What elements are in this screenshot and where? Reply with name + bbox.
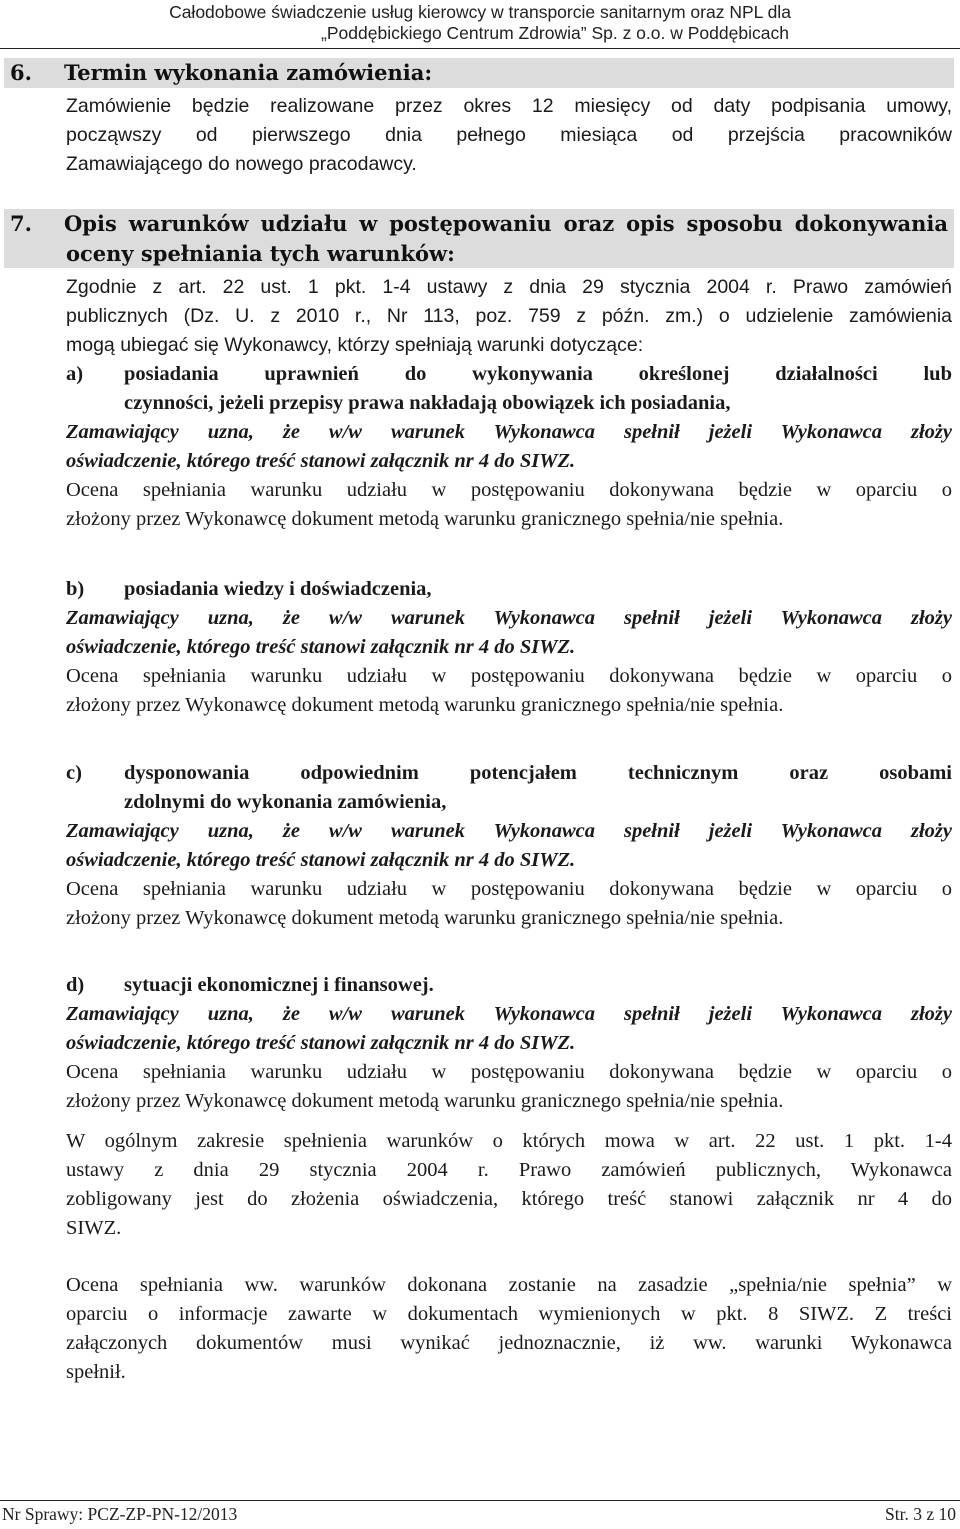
section-7-number: 7. xyxy=(10,211,32,236)
general-line: zobligowany jest do złożenia oświadczenia, którego treść stanowi załącznik nr 4 do xyxy=(66,1188,952,1210)
condition-eval-line-1: Ocena spełniania warunku udziału w postępowaniu dokonywana będzie w oparciu o xyxy=(66,1061,952,1083)
condition-italic-line-2: oświadczenie, którego treść stanowi załącznik nr 4 do SIWZ. xyxy=(66,450,576,472)
condition-letter: a) xyxy=(66,363,84,385)
section-7-intro xyxy=(66,273,952,360)
condition-italic-line-1: Zamawiający uzna, że w/w warunek Wykonawca spełnił jeżeli Wykonawca złoży xyxy=(66,607,952,629)
intro-line: publicznych (Dz. U. z 2010 r., Nr 113, poz. 759 z późn. zm.) o udzielenie zamówienia xyxy=(66,305,952,327)
condition-italic-line-2: oświadczenie, którego treść stanowi załącznik nr 4 do SIWZ. xyxy=(66,636,576,658)
condition-eval-line-2: złożony przez Wykonawcę dokument metodą warunku granicznego spełnia/nie spełnia. xyxy=(66,1090,784,1112)
condition-a xyxy=(66,360,952,534)
case-number: Nr Sprawy: PCZ-ZP-PN-12/2013 xyxy=(2,1504,238,1524)
condition-eval-line-1: Ocena spełniania warunku udziału w postępowaniu dokonywana będzie w oparciu o xyxy=(66,878,952,900)
condition-letter: c) xyxy=(66,762,82,784)
final-line: oparciu o informacje zawarte w dokumentach wymienionych w pkt. 8 SIWZ. Z treści xyxy=(66,1303,952,1325)
section-6-body xyxy=(66,92,952,179)
condition-title-line-1: sytuacji ekonomicznej i finansowej. xyxy=(124,974,434,996)
section-6-number: 6. xyxy=(10,60,32,85)
condition-eval-line-1: Ocena spełniania warunku udziału w postępowaniu dokonywana będzie w oparciu o xyxy=(66,665,952,687)
condition-b xyxy=(66,575,952,720)
condition-title-line-1: dysponowania odpowiednim potencjałem technicznym oraz osobami xyxy=(124,762,952,784)
final-line: załączonych dokumentów musi wynikać jednoznacznie, iż ww. warunki Wykonawca xyxy=(66,1332,952,1354)
section-6-line: począwszy od pierwszego dnia pełnego miesiąca od przejścia pracowników xyxy=(66,124,952,146)
page-number: Str. 3 z 10 xyxy=(885,1504,956,1524)
condition-eval-line-2: złożony przez Wykonawcę dokument metodą warunku granicznego spełnia/nie spełnia. xyxy=(66,508,784,530)
section-7-title-line-1: Opis warunków udziału w postępowaniu oraz opis sposobu dokonywania xyxy=(64,211,948,236)
condition-title-line-2: czynności, jeżeli przepisy prawa nakładają obowiązek ich posiadania, xyxy=(124,392,731,414)
intro-line: Zgodnie z art. 22 ust. 1 pkt. 1-4 ustawy z dnia 29 stycznia 2004 r. Prawo zamówień xyxy=(66,276,952,298)
section-6-line: Zamówienie będzie realizowane przez okres 12 miesięcy od daty podpisania umowy, xyxy=(66,95,952,117)
condition-d xyxy=(66,971,952,1116)
condition-title-line-1: posiadania wiedzy i doświadczenia, xyxy=(124,578,432,600)
condition-italic-line-2: oświadczenie, którego treść stanowi załącznik nr 4 do SIWZ. xyxy=(66,1032,576,1054)
header-line-1: Całodobowe świadczenie usług kierowcy w transporcie sanitarnym oraz NPL dla xyxy=(169,2,791,22)
section-7-heading xyxy=(4,209,954,268)
intro-line: mogą ubiegać się Wykonawcy, którzy spełniają warunki dotyczące: xyxy=(66,334,644,356)
section-7-title-line-2: oceny spełniania tych warunków: xyxy=(66,241,455,266)
section-6-heading xyxy=(4,58,954,88)
condition-italic-line-1: Zamawiający uzna, że w/w warunek Wykonawca spełnił jeżeli Wykonawca złoży xyxy=(66,421,952,443)
general-line: W ogólnym zakresie spełnienia warunków o których mowa w art. 22 ust. 1 pkt. 1-4 xyxy=(66,1130,952,1152)
condition-italic-line-1: Zamawiający uzna, że w/w warunek Wykonawca spełnił jeżeli Wykonawca złoży xyxy=(66,1003,952,1025)
condition-eval-line-2: złożony przez Wykonawcę dokument metodą warunku granicznego spełnia/nie spełnia. xyxy=(66,907,784,929)
section-6-line: Zamawiającego do nowego pracodawcy. xyxy=(66,153,417,175)
general-paragraph xyxy=(66,1127,952,1243)
condition-title-line-1: posiadania uprawnień do wykonywania określonej działalności lub xyxy=(124,363,952,385)
header-line-2: „Poddębickiego Centrum Zdrowia” Sp. z o.o. w Poddębicach xyxy=(321,23,789,43)
condition-title-line-2: zdolnymi do wykonania zamówienia, xyxy=(124,791,447,813)
final-line: Ocena spełniania ww. warunków dokonana zostanie na zasadzie „spełnia/nie spełnia” w xyxy=(66,1274,952,1296)
condition-italic-line-2: oświadczenie, którego treść stanowi załącznik nr 4 do SIWZ. xyxy=(66,849,576,871)
condition-eval-line-2: złożony przez Wykonawcę dokument metodą warunku granicznego spełnia/nie spełnia. xyxy=(66,694,784,716)
page-footer xyxy=(0,1500,960,1529)
page-header xyxy=(0,0,960,49)
general-line: SIWZ. xyxy=(66,1217,122,1239)
condition-eval-line-1: Ocena spełniania warunku udziału w postępowaniu dokonywana będzie w oparciu o xyxy=(66,479,952,501)
condition-letter: b) xyxy=(66,578,85,600)
condition-c xyxy=(66,759,952,933)
final-paragraph xyxy=(66,1271,952,1387)
final-line: spełnił. xyxy=(66,1361,126,1383)
section-6-title: Termin wykonania zamówienia: xyxy=(64,60,433,85)
general-line: ustawy z dnia 29 stycznia 2004 r. Prawo zamówień publicznych, Wykonawca xyxy=(66,1159,952,1181)
condition-letter: d) xyxy=(66,974,85,996)
condition-italic-line-1: Zamawiający uzna, że w/w warunek Wykonawca spełnił jeżeli Wykonawca złoży xyxy=(66,820,952,842)
